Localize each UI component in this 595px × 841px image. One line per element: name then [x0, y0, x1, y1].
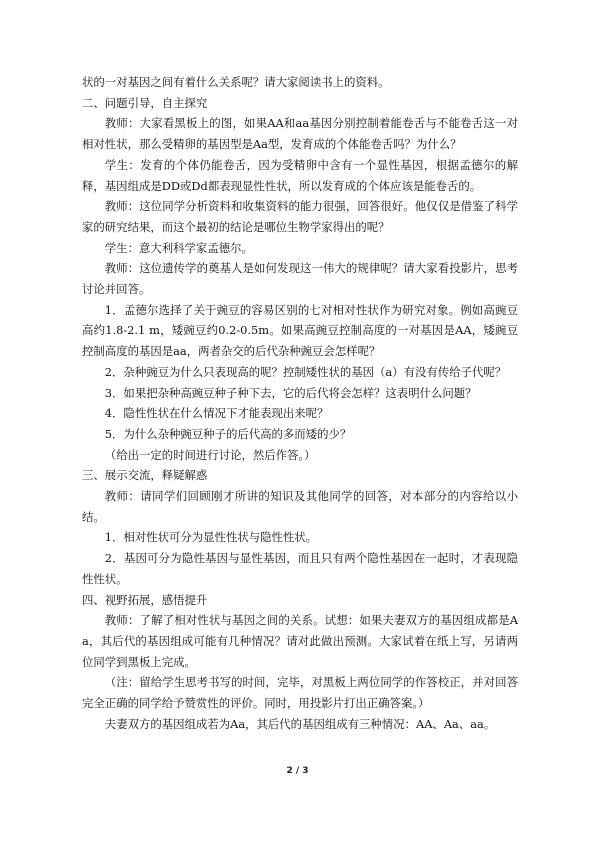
question-3: 3．如果把杂种高豌豆种子种下去，它的后代将会怎样？这表明什么问题？ [104, 385, 477, 400]
paragraph-continuation: 状的一对基因之间有着什么关系呢？请大家阅读书上的资料。 [82, 75, 390, 89]
question-5: 5．为什么杂种豌豆种子的后代高的多而矮的少？ [104, 426, 352, 441]
paragraph-conclusion: 夫妻双方的基因组成若为Aa，其后代的基因组成有三种情况：AA、Aa、aa。 [104, 716, 496, 731]
section-heading-3: 三、展示交流，释疑解惑 [82, 468, 208, 483]
paragraph-teacher-1: 教师：大家看黑板上的图，如果AA和aa基因分别控制着能卷舌与不能卷舌这一对相对性状，那么受精卵的基因型是Aa型，发育成的个体能卷舌吗？为什么？ [82, 116, 518, 152]
section-heading-4: 四、视野拓展，感悟提升 [82, 592, 208, 607]
paragraph-teacher-2: 教师：这位同学分析资料和收集资料的能力很强，回答很好。他仅仅是借鉴了科学家的研究结果，而这个最初的结论是哪位生物学家得出的呢？ [82, 199, 518, 234]
paragraph-student-2: 学生：意大利科学家孟德尔。 [104, 240, 253, 255]
paragraph-teacher-5: 教师：了解了相对性状与基因之间的关系。试想：如果夫妻双方的基因组成都是Aa，其后代的基因组成可能有几种情况？请对此做出预测。大家试着在纸上写，另请两位同学到黑板上完成。 [82, 613, 518, 669]
document-body [82, 72, 518, 735]
summary-point-1: 1．相对性状可分为显性性状与隐性性状。 [104, 530, 318, 545]
discussion-note: （给出一定的时间进行讨论，然后作答。） [104, 447, 316, 462]
page-number: 2 / 3 [286, 766, 309, 776]
summary-point-2: 2．基因可分为隐性基因与显性基因，而且只有两个隐性基因在一起时，才表现隐性性状。 [82, 551, 518, 586]
paragraph-note: （注：留给学生思考书写的时间，完毕，对黑板上两位同学的作答校正，并对回答完全正确的同学给予赞赏性的评价。同时，用投影片打出正确答案。） [82, 675, 518, 711]
paragraph-teacher-3: 教师：这位遗传学的奠基人是如何发现这一伟大的规律呢？请大家看投影片，思考讨论并回答。 [82, 261, 518, 297]
question-1: 1．孟德尔选择了关于豌豆的容易区别的七对相对性状作为研究对象。例如高豌豆高约1.8-2.1 m，矮豌豆约0.2-0.5m。如果高豌豆控制高度的一对基因是AA，矮豌豆控制高度的基因是aa，两者杂交的后代杂种豌豆会怎样呢？ [82, 302, 518, 359]
paragraph-student-1: 学生：发育的个体仍能卷舌，因为受精卵中含有一个显性基因，根据孟德尔的解释，基因组成是DD或Dd都表现显性性状，所以发育成的个体应该是能卷舌的。 [82, 157, 518, 193]
paragraph-teacher-4: 教师：请同学们回顾刚才所讲的知识及其他同学的回答，对本部分的内容给以小结。 [82, 489, 518, 524]
question-2: 2．杂种豌豆为什么只表现高的呢？控制矮性状的基因（a）有没有传给子代呢？ [104, 364, 507, 379]
question-4: 4．隐性性状在什么情况下才能表现出来呢？ [104, 406, 329, 421]
section-heading-2: 二、问题引导，自主探究 [82, 95, 208, 110]
